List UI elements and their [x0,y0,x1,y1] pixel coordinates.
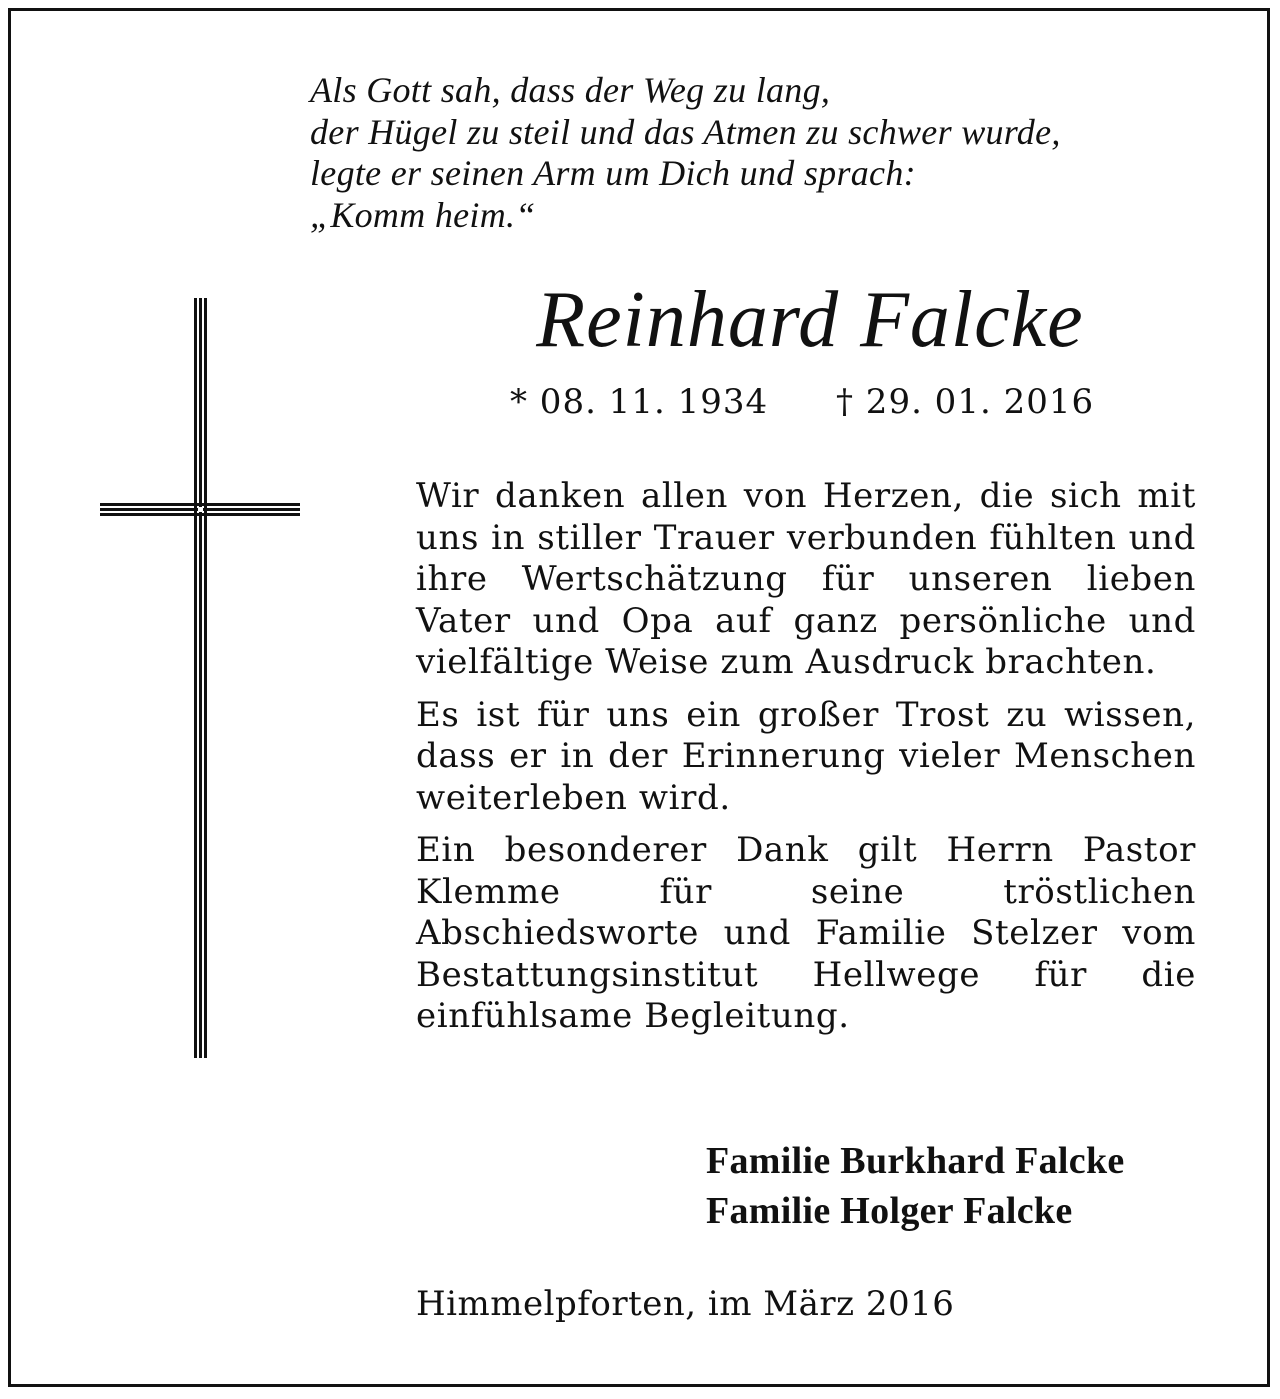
message-paragraph: Ein besonderer Dank gilt Herrn Pastor Klemme für seine tröstlichen Abschiedsworte und Familie Stelzer vom Bestattungsinstitut Hellwege für die einfühlsame Begleitung. [416,830,1196,1036]
birth-date: * 08. 11. 1934 [510,382,769,422]
poem-line: der Hügel zu steil und das Atmen zu schwer wurde, [310,111,1061,152]
place-and-date: Himmelpforten, im März 2016 [416,1284,955,1324]
deceased-name: Reinhard Falcke [536,276,1084,364]
poem [310,70,1210,236]
message-paragraph: Wir danken allen von Herzen, die sich mit uns in stiller Trauer verbunden fühlten und ihre Wertschätzung für unseren lieben Vater und Opa auf ganz persönliche und vielfältige Weise zum Ausdruck brachten. [416,476,1196,682]
cross-icon [98,296,304,1062]
poem-line: legte er seinen Arm um Dich und sprach: [310,153,916,193]
message-paragraph: Es ist für uns ein großer Trost zu wissen, dass er in der Erinnerung vieler Menschen weiterleben wird. [416,694,1196,818]
poem-line: „Komm heim.“ [310,194,536,235]
thank-you-message [416,476,1196,1049]
signature-line: Familie Holger Falcke [706,1190,1073,1232]
death-date: † 29. 01. 2016 [836,382,1095,422]
signature-line: Familie Burkhard Falcke [706,1140,1125,1182]
signatures [706,1136,1125,1236]
poem-line: Als Gott sah, dass der Weg zu lang, [310,70,831,110]
